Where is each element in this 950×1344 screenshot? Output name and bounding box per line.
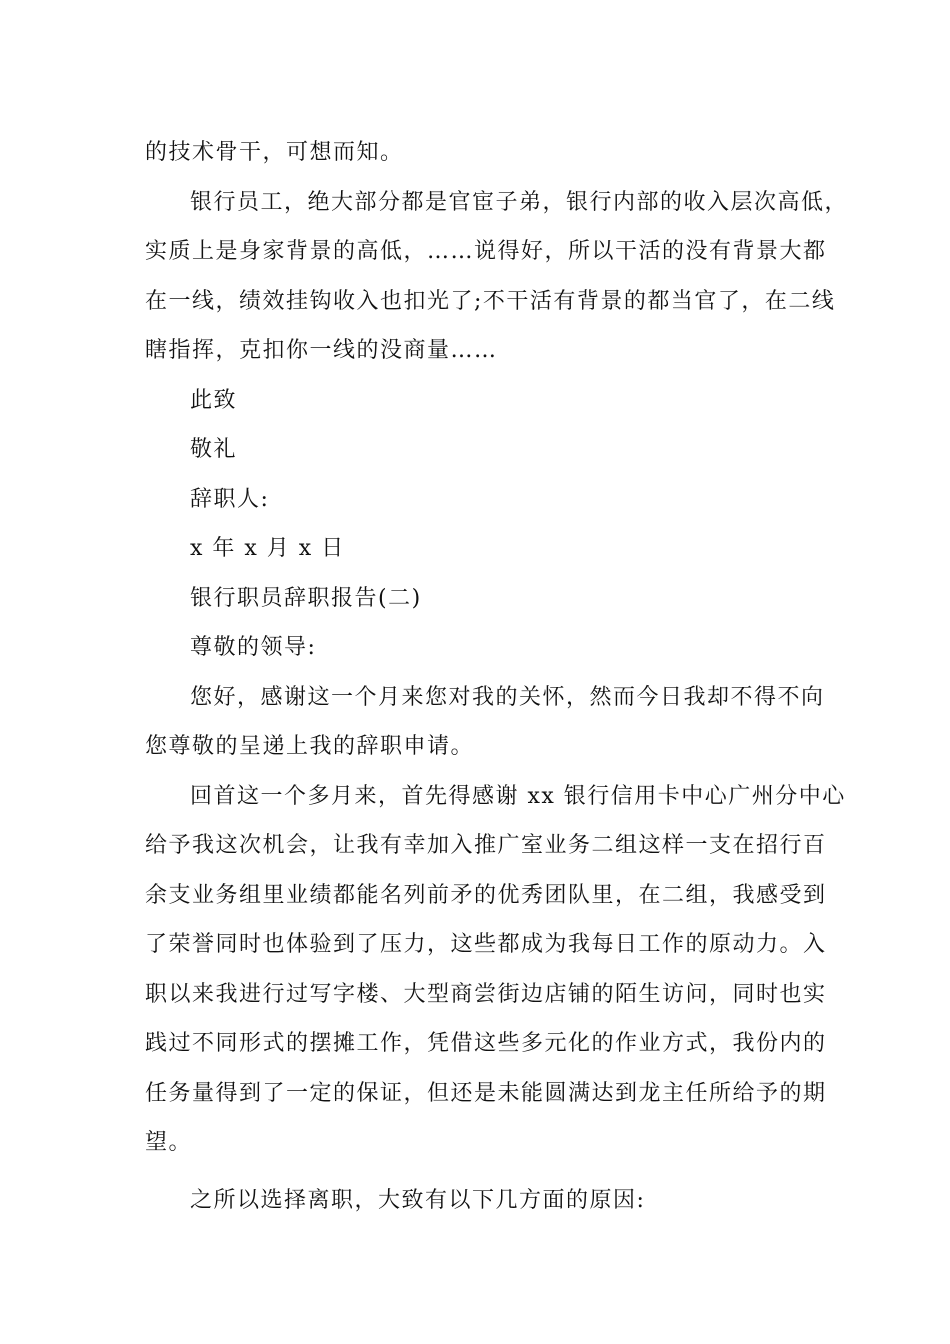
text-line: 践过不同形式的摆摊工作，凭借这些多元化的作业方式，我份内的 <box>145 1031 827 1056</box>
text-line: 在一线，绩效挂钩收入也扣光了;不干活有背景的都当官了，在二线 <box>145 288 836 314</box>
document-body <box>145 128 849 1225</box>
date-line: x 年 x 月 x 日 <box>190 536 345 561</box>
section-title: 银行职员辞职报告(二) <box>190 585 422 611</box>
text-line: 瞎指挥，克扣你一线的没商量…… <box>145 338 498 363</box>
text-line: 实质上是身家背景的高低，……说得好，所以干活的没有背景大都 <box>145 239 827 264</box>
text-line: 银行员工，绝大部分都是官宦子弟，银行内部的收入层次高低， <box>190 189 849 215</box>
text-line: 余支业务组里业绩都能名列前矛的优秀团队里，在二组，我感受到 <box>145 882 827 908</box>
text-line: 望。 <box>145 1130 193 1155</box>
greeting: 尊敬的领导: <box>190 635 317 660</box>
text-line: 任务量得到了一定的保证，但还是未能圆满达到龙主任所给予的期 <box>145 1080 827 1106</box>
text-line: 您好，感谢这一个月来您对我的关怀，然而今日我却不得不向 <box>190 684 825 710</box>
paragraph-gap <box>145 1168 810 1176</box>
text-line: 职以来我进行过写字楼、大型商尝街边店铺的陌生访问，同时也实 <box>145 981 827 1007</box>
text-line: 了荣誉同时也体验到了压力，这些都成为我每日工作的原动力。入 <box>145 932 827 957</box>
text-line: 回首这一个多月来，首先得感谢 xx 银行信用卡中心广州分中心 <box>190 783 846 809</box>
signature-label: 辞职人: <box>190 486 270 512</box>
text-line: 您尊敬的呈递上我的辞职申请。 <box>145 734 475 759</box>
closing-salutation: 此致 <box>190 387 238 413</box>
closing-respect: 敬礼 <box>190 437 238 462</box>
text-line: 的技术骨干，可想而知。 <box>145 140 404 165</box>
text-line: 之所以选择离职，大致有以下几方面的原因: <box>190 1187 646 1213</box>
text-line: 给予我这次机会，让我有幸加入推广室业务二组这样一支在招行百 <box>145 833 827 858</box>
